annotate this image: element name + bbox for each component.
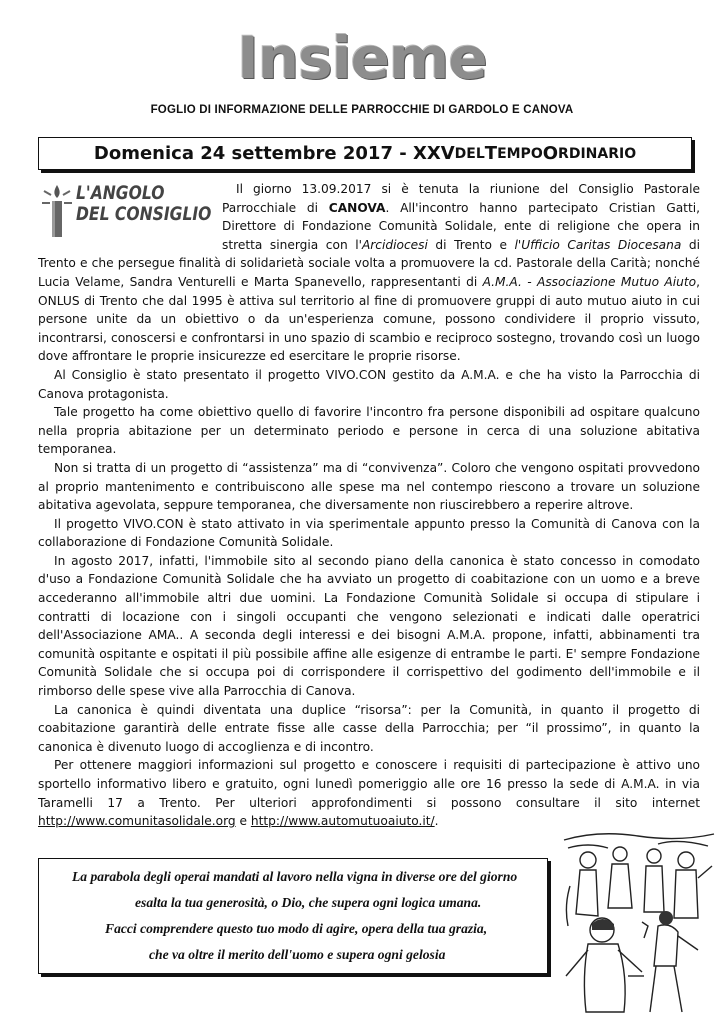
automutuoaiuto-link[interactable]: http://www.automutuoaiuto.it/ bbox=[250, 814, 435, 829]
prayer-box bbox=[38, 858, 548, 974]
article-paragraph: Il progetto VIVO.CON è stato attivato in via sperimentale appunto presso la Comunità di Canova con la collaborazione di Fondazione Comunità Solidale. bbox=[38, 516, 700, 550]
article-paragraph: La canonica è quindi diventata una duplice “risorsa”: per la Comunità, in quanto il progetto di coabitazione garantirà delle entrate fisse alle casse della Parrocchia; per “il prossimo”, in quanto la canonica è divenuto luogo di accoglienza e di incontro. bbox=[38, 702, 700, 754]
angolo-line2: DEL CONSIGLIO bbox=[76, 203, 212, 225]
candle-icon bbox=[40, 181, 74, 241]
article-body bbox=[38, 180, 700, 831]
date-o: O bbox=[542, 143, 559, 164]
masthead-title: Insieme bbox=[237, 24, 487, 92]
vineyard-workers-illustration bbox=[558, 826, 718, 1016]
date-empo: EMPO bbox=[497, 145, 543, 162]
prayer-line: che va oltre il merito dell'uomo e supera ogni gelosia bbox=[149, 947, 446, 962]
date-banner bbox=[38, 137, 692, 170]
article-paragraph: Il giorno 13.09.2017 si è tenuta la riunione del Consiglio Pastorale Parrocchiale di CANOVA. All'incontro hanno partecipato Cristian Gatti, Direttore di Fondazione Comunità Solidale, ente di religione che opera in stretta sinergia con l'Arcidiocesi di Trento e l'Ufficio Caritas Diocesana di Trento e che persegue finalità di solidarietà sociale volta a promuovere la cd. Pastorale della Carità; nonché Lucia Velame, Sandra Venturelli e Marta Spanevello, rappresentanti di A.M.A. - Associazione Mutuo Aiuto, ONLUS di Trento che dal 1995 è attiva sul territorio al fine di promuovere gruppi di auto mutuo aiuto in cui persone unite da un obiettivo o da un'esperienza comune, possono condividere il proprio vissuto, incontrarsi, conoscersi e confrontarsi in uno spazio di scambio e reciproco sostegno, trovando così un luogo dove affrontare le proprie insicurezze ed esercitare le proprie risorse. bbox=[38, 182, 701, 364]
date-t: T bbox=[484, 143, 498, 164]
prayer-line: La parabola degli operai mandati al lavoro nella vigna in diverse ore del giorno bbox=[72, 869, 518, 884]
prayer-line: esalta la tua generosità, o Dio, che supera ogni logica umana. bbox=[135, 895, 482, 910]
date-main: Domenica 24 settembre 2017 - XXV bbox=[93, 143, 455, 164]
masthead-subtitle: FOGLIO DI INFORMAZIONE DELLE PARROCCHIE DI GARDOLO E CANOVA bbox=[150, 104, 574, 116]
prayer-line: Facci comprendere questo tuo modo di agire, opera della tua grazia, bbox=[105, 921, 488, 936]
article-paragraph: Non si tratta di un progetto di “assistenza” ma di “convivenza”. Coloro che vengono ospitati provvedono al proprio mantenimento e contribuiscono alle spese ma nel contempo riescono a trovare un soluzione abitativa agevolata, seppure temporanea, che diversamente non riuscirebbero a reperire altrove. bbox=[38, 460, 700, 513]
article-paragraph: Al Consiglio è stato presentato il progetto VIVO.CON gestito da A.M.A. e che ha visto la Parrocchia di Canova protagonista. bbox=[38, 367, 700, 401]
angolo-line1: L'ANGOLO bbox=[76, 182, 165, 204]
date-rdinario: RDINARIO bbox=[558, 145, 637, 162]
article-paragraph: Per ottenere maggiori informazioni sul progetto e conoscere i requisiti di partecipazione è attivo uno sportello informativo libero e gratuito, ogni lunedì pomeriggio alle ore 16 presso la sede di A.M.A. in via Taramelli 17 a Trento. Per ulteriori approfondimenti si possono consultare il sito internet http://www.comunitasolidale.org e http://www.automutuoaiuto.it/. bbox=[38, 758, 700, 829]
comunitasolidale-link[interactable]: http://www.comunitasolidale.org bbox=[38, 814, 236, 829]
article-paragraph: In agosto 2017, infatti, l'immobile sito al secondo piano della canonica è stato concesso in comodato d'uso a Fondazione Comunità Solidale che ha avviato un progetto di coabitazione con un uomo e a breve accederanno all'immobile altri due uomini. La Fondazione Comunità Solidale si occupa di stipulare i contratti di locazione con i singoli occupanti che vengono selezionati e indicati dalle operatrici dell'Associazione AMA.. A seconda degli interessi e dei bisogni A.M.A. propone, infatti, abbinamenti tra comunità ospitante e ospitati il più possibile affine alle esigenze di entrambe le parti. E' sempre Fondazione Comunità Solidale che si occupa poi di corrispondere il corrispettivo del godimento dell'immobile e il rimborso delle spese vive alla Parrocchia di Canova. bbox=[38, 553, 700, 699]
angolo-del-consiglio-logo bbox=[40, 181, 216, 241]
article-paragraph: Tale progetto ha come obiettivo quello di favorire l'incontro fra persone disponibili ad ospitare qualcuno nella propria abitazione per un determinato periodo e persone in cerca di una soluzione abitativa temporanea. bbox=[38, 405, 700, 457]
date-del: DEL bbox=[454, 145, 485, 162]
